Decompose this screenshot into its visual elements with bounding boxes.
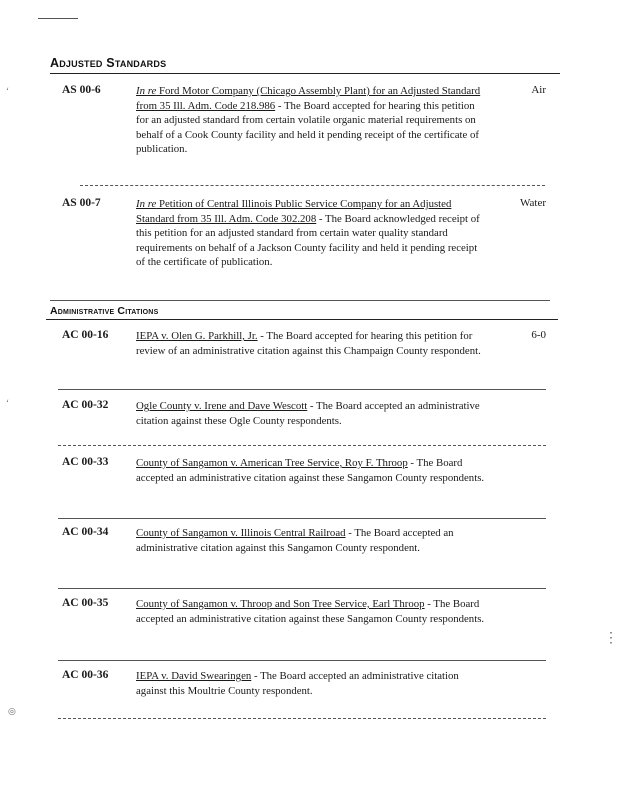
vote-label: 6-0 xyxy=(531,329,546,341)
entry-text: Ogle County v. Irene and Dave Wescott - The Board accepted an administrative citation against these Ogle County respondents. xyxy=(136,400,480,427)
vote-label: Water xyxy=(520,197,546,209)
entry-ac-00-16 xyxy=(62,329,548,377)
case-title[interactable]: Ogle County v. Irene and Dave Wescott xyxy=(136,400,308,412)
entry-divider xyxy=(58,518,546,519)
entry-ac-00-34 xyxy=(62,526,548,574)
case-number: AS 00-7 xyxy=(62,197,101,209)
case-title[interactable]: In re Petition of Central Illinois Public Service Company for an Adjusted Standard from 35 Ill. Adm. Code 302.208 xyxy=(136,198,452,225)
case-number: AC 00-16 xyxy=(62,329,109,341)
entry-divider xyxy=(80,185,545,186)
section-rule xyxy=(46,319,558,320)
entry-divider xyxy=(50,300,550,301)
case-number: AC 00-34 xyxy=(62,526,109,538)
entry-ac-00-33 xyxy=(62,456,548,504)
vote-label: Air xyxy=(531,84,546,96)
entry-ac-00-35 xyxy=(62,597,548,645)
entry-divider xyxy=(58,588,546,589)
case-title[interactable]: IEPA v. Olen G. Parkhill, Jr. xyxy=(136,330,258,342)
top-scan-line xyxy=(38,18,78,19)
case-number: AC 00-36 xyxy=(62,669,109,681)
section-heading-adjusted-standards: Adjusted Standards xyxy=(50,56,167,70)
entry-divider xyxy=(58,445,546,446)
entry-text: IEPA v. Olen G. Parkhill, Jr. - The Board accepted for hearing this petition for review of an administrative citation against this Champaign County respondent. xyxy=(136,330,481,357)
entry-text: In re Petition of Central Illinois Public Service Company for an Adjusted Standard from 35 Ill. Adm. Code 302.208 - The Board acknowledged receipt of this petition for an adjusted standard from certain water quality standard requirements on behalf of a Jackson County facility and held it pending receipt of the certificate of publication. xyxy=(136,198,480,268)
entry-text: IEPA v. David Swearingen - The Board accepted an administrative citation against this Moultrie County respondent. xyxy=(136,670,459,697)
case-title[interactable]: County of Sangamon v. American Tree Service, Roy F. Throop xyxy=(136,457,408,469)
case-title[interactable]: In re Ford Motor Company (Chicago Assembly Plant) for an Adjusted Standard from 35 Ill. Adm. Code 218.986 xyxy=(136,85,481,112)
case-title[interactable]: County of Sangamon v. Illinois Central Railroad xyxy=(136,527,346,539)
entry-ac-00-36 xyxy=(62,669,548,703)
entry-ac-00-32 xyxy=(62,399,548,433)
entry-as-00-6 xyxy=(62,84,548,169)
entry-text: In re Ford Motor Company (Chicago Assembly Plant) for an Adjusted Standard from 35 Ill. Adm. Code 218.986 - The Board accepted for hearing this petition for an adjusted standard from certain volatile organic material requirements on behalf of a Cook County facility and held it pending receipt of the certificate of publication. xyxy=(136,85,481,155)
entry-divider xyxy=(58,718,546,719)
entry-text: County of Sangamon v. American Tree Service, Roy F. Throop - The Board accepted an administrative citation against these Sangamon County respondents. xyxy=(136,457,485,484)
section-heading-administrative-citations: Administrative Citations xyxy=(50,305,159,317)
entry-divider xyxy=(58,389,546,390)
case-number: AC 00-33 xyxy=(62,456,109,468)
case-title[interactable]: IEPA v. David Swearingen xyxy=(136,670,252,682)
case-number: AS 00-6 xyxy=(62,84,101,96)
case-number: AC 00-35 xyxy=(62,597,109,609)
case-title[interactable]: County of Sangamon v. Throop and Son Tree Service, Earl Throop xyxy=(136,598,425,610)
scan-mark: ⋮ xyxy=(604,631,618,646)
scan-mark: ‘ xyxy=(6,398,9,408)
section-rule xyxy=(50,73,560,74)
entry-divider xyxy=(58,660,546,661)
scan-mark: ◎ xyxy=(8,706,16,716)
entry-text: County of Sangamon v. Throop and Son Tree Service, Earl Throop - The Board accepted an administrative citation against these Sangamon County respondents. xyxy=(136,598,485,625)
entry-as-00-7 xyxy=(62,197,548,287)
case-number: AC 00-32 xyxy=(62,399,109,411)
entry-text: County of Sangamon v. Illinois Central Railroad - The Board accepted an administrative citation against this Sangamon County respondent. xyxy=(136,527,454,554)
scan-mark: ‘ xyxy=(6,86,9,96)
